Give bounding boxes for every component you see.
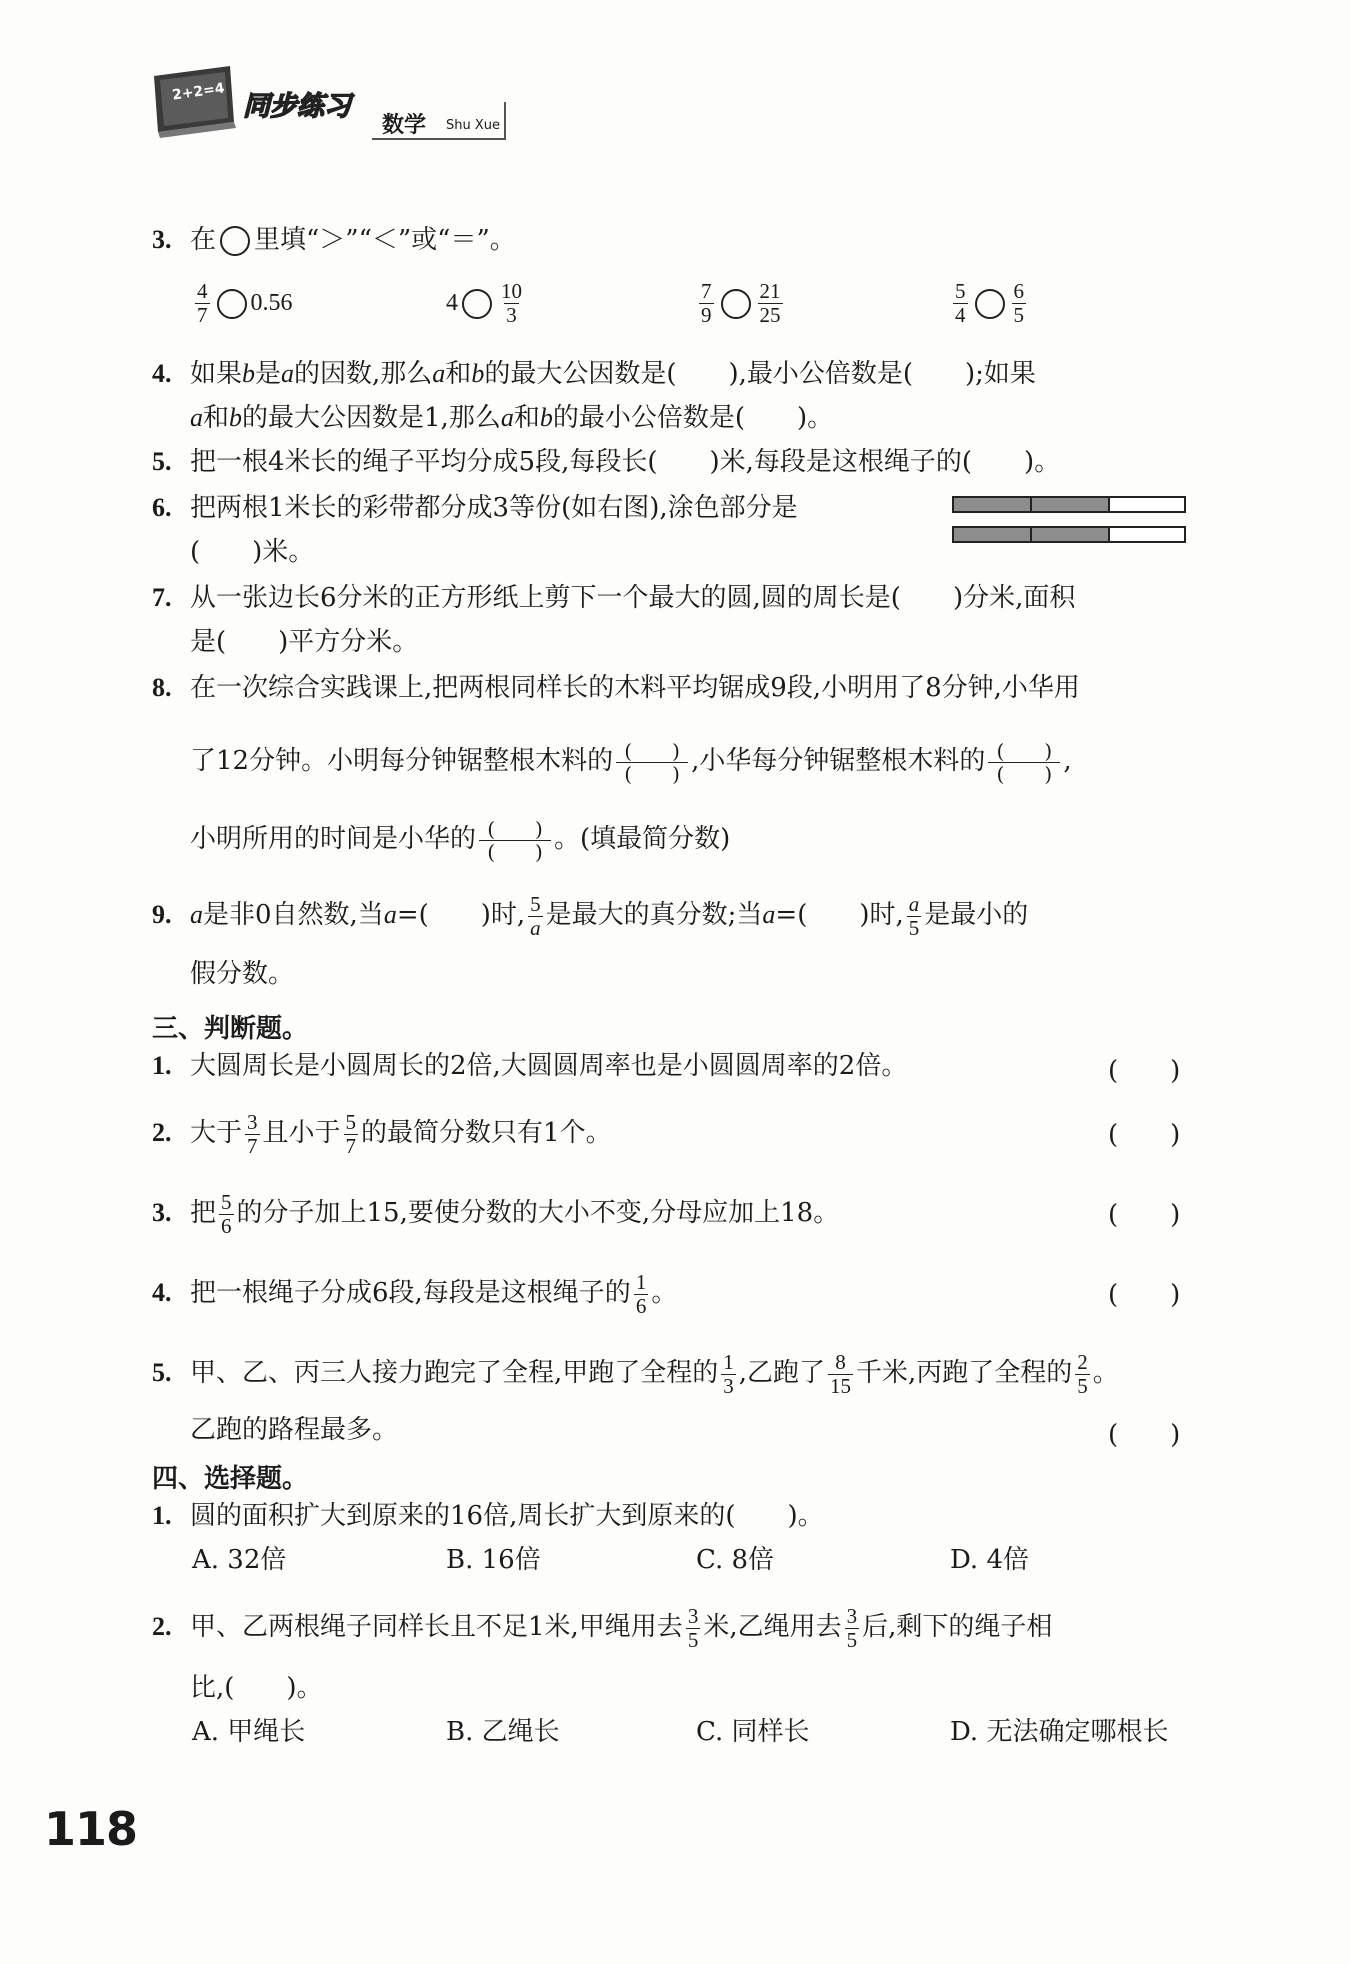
ribbon-diagram-2 <box>952 526 1186 543</box>
question-number: 4. <box>152 359 172 388</box>
fraction: $\frac{5}{4}$ <box>955 279 966 327</box>
question-6-line-1 <box>152 492 798 524</box>
value: 0.56 <box>250 290 293 316</box>
choice-2-option-d[interactable]: D. 无法确定哪根长 <box>950 1717 1169 1747</box>
fraction: $\frac{2}{5}$ <box>1077 1349 1088 1398</box>
question-9-line-1: 9. a是非0自然数,当a=( )时, $\frac{5}{a}$ 是最大的真分数;当a=( )时, $\frac{a}{5}$ 是最小的 <box>152 891 1029 940</box>
answer-paren-4[interactable]: ( ) <box>1108 1280 1181 1310</box>
fraction: $\frac{3}{5}$ <box>687 1603 699 1652</box>
judge-5-line-1: 5. 甲、乙、丙三人接力跑完了全程,甲跑了全程的 $\frac{1}{3}$ ,乙跑了 $\frac{8}{15}$ 千米,丙跑了全程的 $\frac{2}{5}$ 。 <box>152 1349 1119 1398</box>
choice-2-line-2: 比,( )。 <box>190 1673 323 1703</box>
q7-text-2: 是( )平方分米。 <box>190 627 419 657</box>
blank-fraction[interactable]: ( ) ( ) <box>479 818 551 863</box>
question-number: 7. <box>152 583 172 612</box>
choice-1-option-b[interactable]: B. 16倍 <box>446 1545 541 1575</box>
fraction: $\frac{21}{25}$ <box>759 279 781 327</box>
q8-text: 在一次综合实践课上,把两根同样长的木料平均锯成9段,小明用了8分钟,小华用 <box>190 673 1080 703</box>
question-number: 5. <box>152 1358 172 1387</box>
fraction: $\frac{1}{6}$ <box>635 1269 647 1318</box>
header-title: 同步练习 <box>243 91 351 122</box>
fraction: $\frac{4}{7}$ <box>197 279 208 327</box>
choice-1-option-c[interactable]: C. 8倍 <box>696 1545 775 1575</box>
question-8-line-1 <box>152 672 1080 704</box>
q6-text: 把两根1米长的彩带都分成3等份(如右图),涂色部分是 <box>190 493 798 523</box>
q3-text-b: 里填“＞”“＜”或“＝”。 <box>254 225 516 255</box>
judge-1: 1. 大圆周长是小圆周长的2倍,大圆圆周率也是小圆圆周率的2倍。 <box>152 1051 908 1081</box>
section-3-title: 三、判断题。 <box>152 1014 309 1044</box>
choice-2-option-a[interactable]: A. 甲绳长 <box>192 1717 306 1747</box>
logo-text: 2+2=4 <box>171 80 226 104</box>
answer-paren-5[interactable]: ( ) <box>1108 1420 1181 1450</box>
answer-paren-3[interactable]: ( ) <box>1108 1200 1181 1230</box>
q3-item-2 <box>446 280 527 327</box>
fraction: $\frac{3}{5}$ <box>846 1603 858 1652</box>
choice-2-option-c[interactable]: C. 同样长 <box>696 1717 810 1747</box>
question-9-line-2 <box>190 958 294 990</box>
compare-circle[interactable] <box>217 289 247 319</box>
q3-item-3 <box>696 280 786 327</box>
question-number: 6. <box>152 493 172 522</box>
q3-item-4 <box>950 280 1029 327</box>
blank-fraction[interactable]: ( ) ( ) <box>616 740 688 785</box>
header-pinyin: Shu Xue <box>446 118 501 133</box>
fraction: $\frac{a}{5}$ <box>908 891 920 940</box>
fraction: $\frac{5}{a}$ <box>530 891 541 940</box>
q9-text-2: 假分数。 <box>190 959 295 989</box>
value: 4 <box>446 290 458 316</box>
judge-2: 2. 大于 $\frac{3}{7}$ 且小于 $\frac{5}{7}$ 的最简分数只有1个。 <box>152 1109 612 1158</box>
question-number: 3. <box>152 225 172 254</box>
question-number: 3. <box>152 1198 172 1227</box>
answer-paren-1[interactable]: ( ) <box>1108 1056 1181 1086</box>
fraction: $\frac{3}{7}$ <box>247 1109 258 1158</box>
question-5 <box>152 446 1060 478</box>
q6-text-2: ( )米。 <box>190 537 315 567</box>
judge-5-line-2: 乙跑的路程最多。 <box>190 1415 399 1445</box>
question-number: 4. <box>152 1278 172 1307</box>
question-number: 9. <box>152 900 172 929</box>
fraction: $\frac{10}{3}$ <box>501 279 522 327</box>
fraction: $\frac{7}{9}$ <box>701 279 712 327</box>
question-number: 2. <box>152 1118 172 1147</box>
question-4-line-2: a和b的最大公因数是1,那么a和b的最小公倍数是( )。 <box>190 403 834 433</box>
question-8-line-2: 了12分钟。小明每分钟锯整根木料的 ( ) ( ) ,小华每分钟锯整根木料的 ( ) ( ) , <box>190 738 1072 786</box>
header-logo <box>150 62 238 142</box>
q3-text-a: 在 <box>190 225 217 255</box>
question-4-line-1: 4. 如果b是a的因数,那么a和b的最大公因数是( ),最小公倍数是( );如果 <box>152 359 1036 389</box>
answer-paren-2[interactable]: ( ) <box>1108 1120 1181 1150</box>
question-number: 1. <box>152 1501 172 1530</box>
header-subject: 数学 <box>382 113 427 138</box>
judge-4: 4. 把一根绳子分成6段,每段是这根绳子的 $\frac{1}{6}$ 。 <box>152 1269 678 1318</box>
compare-circle[interactable] <box>975 289 1005 319</box>
choice-2-line-1: 2. 甲、乙两根绳子同样长且不足1米,甲绳用去 $\frac{3}{5}$ 米,乙绳用去 $\frac{3}{5}$ 后,剩下的绳子相 <box>152 1603 1053 1652</box>
page-number: 118 <box>44 1802 138 1856</box>
q7-text: 从一张边长6分米的正方形纸上剪下一个最大的圆,圆的周长是( )分米,面积 <box>190 583 1076 613</box>
question-number: 8. <box>152 673 172 702</box>
choice-2-option-b[interactable]: B. 乙绳长 <box>446 1717 560 1747</box>
compare-circle[interactable] <box>721 289 751 319</box>
section-4-title: 四、选择题。 <box>152 1464 309 1494</box>
question-number: 1. <box>152 1051 172 1080</box>
question-8-line-3: 小明所用的时间是小华的 ( ) ( ) 。(填最简分数) <box>190 816 731 864</box>
fraction: $\frac{5}{6}$ <box>221 1189 232 1238</box>
q3-item-1 <box>192 280 293 327</box>
fraction: $\frac{5}{7}$ <box>345 1109 357 1158</box>
fraction: $\frac{1}{3}$ <box>723 1349 734 1398</box>
question-6-line-2 <box>190 536 314 568</box>
choice-1-option-d[interactable]: D. 4倍 <box>950 1545 1029 1575</box>
ribbon-diagram-1 <box>952 496 1186 513</box>
question-7-line-2 <box>190 626 418 658</box>
q5-text: 把一根4米长的绳子平均分成5段,每段长( )米,每段是这根绳子的( )。 <box>190 447 1061 477</box>
judge-3: 3. 把 $\frac{5}{6}$ 的分子加上15,要使分数的大小不变,分母应加上18。 <box>152 1189 840 1238</box>
question-number: 2. <box>152 1612 172 1641</box>
question-3 <box>152 224 516 256</box>
choice-1-option-a[interactable]: A. 32倍 <box>192 1545 287 1575</box>
blank-fraction[interactable]: ( ) ( ) <box>988 740 1060 785</box>
fraction: $\frac{6}{5}$ <box>1013 279 1024 327</box>
question-number: 5. <box>152 447 172 476</box>
chalkboard-icon <box>150 62 238 142</box>
question-7-line-1 <box>152 582 1075 614</box>
compare-circle[interactable] <box>462 289 492 319</box>
circle-blank <box>220 226 250 256</box>
choice-1: 1. 圆的面积扩大到原来的16倍,周长扩大到原来的( )。 <box>152 1501 824 1531</box>
fraction: $\frac{8}{15}$ <box>830 1349 852 1398</box>
